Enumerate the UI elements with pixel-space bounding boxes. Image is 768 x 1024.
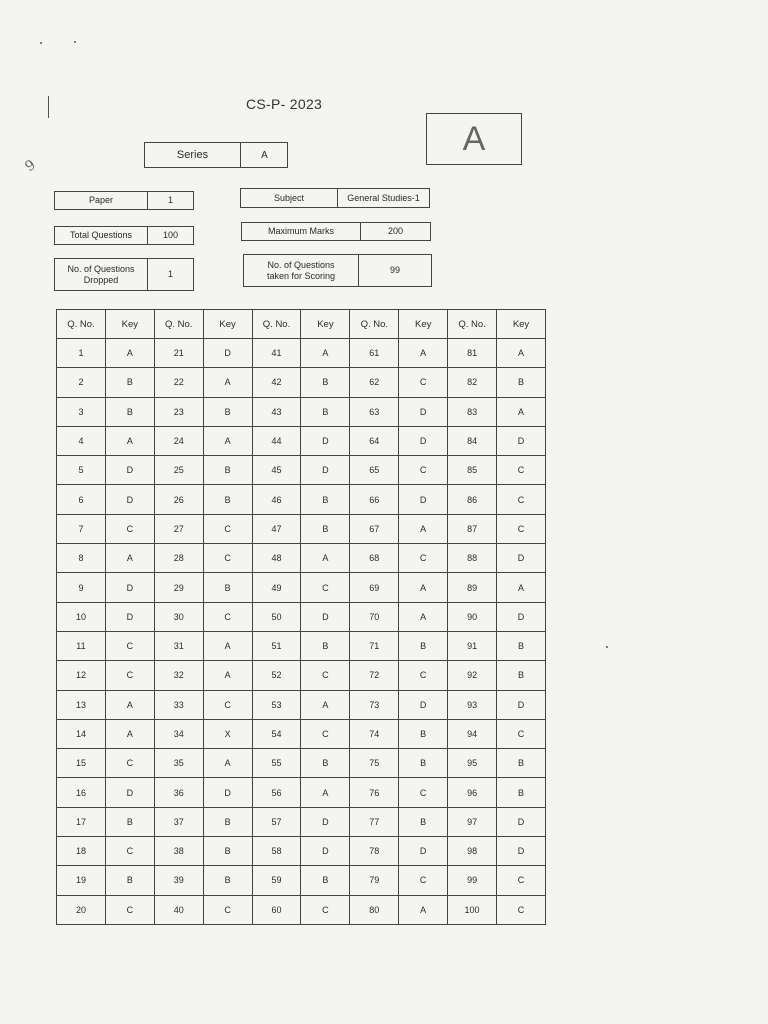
table-row <box>57 514 546 543</box>
questions-dropped-field <box>54 258 194 291</box>
series-letter-box <box>426 113 522 165</box>
question-number-cell: 21 <box>154 339 203 368</box>
answer-key-cell: C <box>203 895 252 924</box>
question-number-cell: 55 <box>252 749 301 778</box>
qno-header: Q. No. <box>252 310 301 339</box>
paper-label: Paper <box>88 195 114 205</box>
question-number-cell: 39 <box>154 866 203 895</box>
question-number-cell: 57 <box>252 807 301 836</box>
answer-key-cell: B <box>203 456 252 485</box>
question-number-cell: 38 <box>154 837 203 866</box>
total-questions-field <box>54 226 194 245</box>
answer-key-cell: B <box>301 631 350 660</box>
question-number-cell: 51 <box>252 631 301 660</box>
answer-key-cell: B <box>301 514 350 543</box>
answer-key-table <box>56 309 546 925</box>
scan-speck <box>74 41 76 43</box>
question-number-cell: 54 <box>252 719 301 748</box>
table-row <box>57 426 546 455</box>
answer-key-cell: D <box>105 485 154 514</box>
answer-key-cell: C <box>497 514 546 543</box>
answer-key-cell: A <box>105 426 154 455</box>
answer-key-cell: B <box>203 485 252 514</box>
answer-key-cell: B <box>497 749 546 778</box>
answer-key-cell: B <box>497 778 546 807</box>
answer-key-cell: B <box>203 573 252 602</box>
question-number-cell: 41 <box>252 339 301 368</box>
answer-key-cell: D <box>105 778 154 807</box>
question-number-cell: 6 <box>57 485 106 514</box>
table-row <box>57 690 546 719</box>
question-number-cell: 72 <box>350 661 399 690</box>
question-number-cell: 9 <box>57 573 106 602</box>
answer-key-cell: C <box>399 456 448 485</box>
question-number-cell: 87 <box>448 514 497 543</box>
answer-key-cell: B <box>399 631 448 660</box>
question-number-cell: 91 <box>448 631 497 660</box>
answer-key-cell: B <box>497 661 546 690</box>
subject-value: General Studies-1 <box>347 192 420 203</box>
maximum-marks-label: Maximum Marks <box>267 226 334 236</box>
question-number-cell: 42 <box>252 368 301 397</box>
question-number-cell: 48 <box>252 544 301 573</box>
question-number-cell: 2 <box>57 368 106 397</box>
question-number-cell: 60 <box>252 895 301 924</box>
question-number-cell: 94 <box>448 719 497 748</box>
key-header: Key <box>203 310 252 339</box>
answer-key-cell: A <box>497 397 546 426</box>
question-number-cell: 13 <box>57 690 106 719</box>
question-number-cell: 28 <box>154 544 203 573</box>
question-number-cell: 80 <box>350 895 399 924</box>
answer-key-cell: B <box>105 866 154 895</box>
answer-key-cell: C <box>301 661 350 690</box>
answer-key-cell: C <box>203 690 252 719</box>
answer-key-cell: A <box>105 544 154 573</box>
question-number-cell: 3 <box>57 397 106 426</box>
key-header: Key <box>105 310 154 339</box>
question-number-cell: 8 <box>57 544 106 573</box>
answer-key-cell: D <box>301 807 350 836</box>
question-number-cell: 30 <box>154 602 203 631</box>
answer-key-cell: B <box>301 866 350 895</box>
question-number-cell: 16 <box>57 778 106 807</box>
question-number-cell: 22 <box>154 368 203 397</box>
answer-key-cell: D <box>399 426 448 455</box>
answer-key-cell: A <box>497 573 546 602</box>
question-number-cell: 10 <box>57 602 106 631</box>
question-number-cell: 71 <box>350 631 399 660</box>
table-row <box>57 631 546 660</box>
answer-key-cell: C <box>105 661 154 690</box>
table-row <box>57 837 546 866</box>
table-row <box>57 807 546 836</box>
questions-dropped-label-line1: No. of Questions <box>67 263 135 274</box>
answer-key-cell: A <box>301 544 350 573</box>
question-number-cell: 20 <box>57 895 106 924</box>
qno-header: Q. No. <box>154 310 203 339</box>
key-header: Key <box>497 310 546 339</box>
key-header: Key <box>399 310 448 339</box>
questions-scoring-label-line2: taken for Scoring <box>266 270 336 281</box>
question-number-cell: 75 <box>350 749 399 778</box>
answer-key-cell: B <box>105 368 154 397</box>
answer-key-cell: A <box>105 339 154 368</box>
answer-key-cell: D <box>105 573 154 602</box>
question-number-cell: 5 <box>57 456 106 485</box>
answer-key-cell: C <box>203 514 252 543</box>
answer-key-cell: C <box>497 485 546 514</box>
answer-key-cell: B <box>301 397 350 426</box>
question-number-cell: 79 <box>350 866 399 895</box>
answer-key-cell: A <box>301 339 350 368</box>
question-number-cell: 61 <box>350 339 399 368</box>
question-number-cell: 63 <box>350 397 399 426</box>
question-number-cell: 95 <box>448 749 497 778</box>
answer-key-cell: D <box>497 426 546 455</box>
question-number-cell: 59 <box>252 866 301 895</box>
answer-key-cell: B <box>399 807 448 836</box>
answer-key-cell: A <box>203 749 252 778</box>
question-number-cell: 49 <box>252 573 301 602</box>
answer-key-cell: D <box>497 544 546 573</box>
margin-mark: 9 <box>22 156 39 176</box>
question-number-cell: 98 <box>448 837 497 866</box>
question-number-cell: 64 <box>350 426 399 455</box>
series-big-letter: A <box>462 120 486 158</box>
answer-key-cell: B <box>497 631 546 660</box>
page-title: CS-P- 2023 <box>246 96 323 112</box>
scan-speck <box>40 42 42 44</box>
answer-key-cell: A <box>105 690 154 719</box>
questions-scoring-label <box>244 255 358 286</box>
question-number-cell: 23 <box>154 397 203 426</box>
answer-key-cell: C <box>399 661 448 690</box>
question-number-cell: 43 <box>252 397 301 426</box>
question-number-cell: 7 <box>57 514 106 543</box>
question-number-cell: 31 <box>154 631 203 660</box>
answer-key-cell: A <box>301 690 350 719</box>
answer-key-cell: A <box>301 778 350 807</box>
table-row <box>57 895 546 924</box>
question-number-cell: 35 <box>154 749 203 778</box>
answer-key-cell: C <box>497 456 546 485</box>
question-number-cell: 52 <box>252 661 301 690</box>
answer-key-cell: C <box>105 749 154 778</box>
answer-key-cell: A <box>399 573 448 602</box>
key-header: Key <box>301 310 350 339</box>
answer-key-cell: B <box>301 485 350 514</box>
question-number-cell: 46 <box>252 485 301 514</box>
question-number-cell: 89 <box>448 573 497 602</box>
answer-key-cell: C <box>203 602 252 631</box>
answer-key-cell: B <box>301 749 350 778</box>
maximum-marks-field <box>241 222 431 241</box>
question-number-cell: 47 <box>252 514 301 543</box>
paper-value: 1 <box>167 195 173 205</box>
answer-key-cell: C <box>105 837 154 866</box>
question-number-cell: 26 <box>154 485 203 514</box>
answer-key-cell: D <box>301 602 350 631</box>
answer-key-cell: A <box>399 514 448 543</box>
question-number-cell: 36 <box>154 778 203 807</box>
answer-key-cell: D <box>105 602 154 631</box>
question-number-cell: 85 <box>448 456 497 485</box>
question-number-cell: 77 <box>350 807 399 836</box>
qno-header: Q. No. <box>448 310 497 339</box>
question-number-cell: 97 <box>448 807 497 836</box>
questions-dropped-label-line2: Dropped <box>83 274 119 285</box>
answer-key-cell: B <box>497 368 546 397</box>
answer-key-cell: C <box>399 368 448 397</box>
answer-key-cell: A <box>203 661 252 690</box>
answer-key-cell: B <box>399 749 448 778</box>
question-number-cell: 45 <box>252 456 301 485</box>
questions-scoring-field <box>243 254 432 287</box>
table-row <box>57 368 546 397</box>
question-number-cell: 83 <box>448 397 497 426</box>
answer-key-cell: D <box>399 397 448 426</box>
question-number-cell: 14 <box>57 719 106 748</box>
question-number-cell: 17 <box>57 807 106 836</box>
question-number-cell: 73 <box>350 690 399 719</box>
answer-key-cell: D <box>301 426 350 455</box>
answer-key-cell: A <box>105 719 154 748</box>
question-number-cell: 67 <box>350 514 399 543</box>
question-number-cell: 92 <box>448 661 497 690</box>
question-number-cell: 93 <box>448 690 497 719</box>
question-number-cell: 69 <box>350 573 399 602</box>
answer-key-cell: A <box>399 339 448 368</box>
question-number-cell: 29 <box>154 573 203 602</box>
question-number-cell: 34 <box>154 719 203 748</box>
question-number-cell: 40 <box>154 895 203 924</box>
answer-key-cell: D <box>301 837 350 866</box>
question-number-cell: 58 <box>252 837 301 866</box>
question-number-cell: 19 <box>57 866 106 895</box>
series-value: A <box>261 149 268 161</box>
question-number-cell: 90 <box>448 602 497 631</box>
answer-key-cell: D <box>497 690 546 719</box>
question-number-cell: 100 <box>448 895 497 924</box>
question-number-cell: 50 <box>252 602 301 631</box>
question-number-cell: 86 <box>448 485 497 514</box>
scan-speck <box>606 646 608 648</box>
answer-key-cell: D <box>497 807 546 836</box>
answer-key-cell: B <box>105 397 154 426</box>
question-number-cell: 4 <box>57 426 106 455</box>
question-number-cell: 76 <box>350 778 399 807</box>
table-row <box>57 719 546 748</box>
answer-key-cell: C <box>301 719 350 748</box>
questions-scoring-label-line1: No. of Questions <box>267 259 335 270</box>
question-number-cell: 18 <box>57 837 106 866</box>
answer-key-cell: B <box>203 837 252 866</box>
answer-key-cell: C <box>497 895 546 924</box>
answer-key-cell: D <box>399 690 448 719</box>
answer-key-cell: A <box>399 602 448 631</box>
question-number-cell: 65 <box>350 456 399 485</box>
answer-key-cell: A <box>203 368 252 397</box>
table-row <box>57 866 546 895</box>
total-questions-value: 100 <box>162 230 179 240</box>
answer-key-cell: C <box>105 631 154 660</box>
question-number-cell: 74 <box>350 719 399 748</box>
question-number-cell: 62 <box>350 368 399 397</box>
question-number-cell: 96 <box>448 778 497 807</box>
question-number-cell: 15 <box>57 749 106 778</box>
table-row <box>57 573 546 602</box>
question-number-cell: 84 <box>448 426 497 455</box>
question-number-cell: 82 <box>448 368 497 397</box>
margin-line <box>48 96 49 118</box>
answer-key-cell: C <box>301 895 350 924</box>
questions-dropped-label <box>55 259 147 290</box>
answer-key-cell: D <box>203 339 252 368</box>
question-number-cell: 44 <box>252 426 301 455</box>
answer-key-cell: B <box>203 866 252 895</box>
answer-key-cell: C <box>399 778 448 807</box>
questions-scoring-value: 99 <box>389 265 400 275</box>
answer-key-cell: B <box>301 368 350 397</box>
answer-key-cell: D <box>399 837 448 866</box>
answer-key-cell: D <box>105 456 154 485</box>
answer-key-cell: C <box>497 719 546 748</box>
question-number-cell: 25 <box>154 456 203 485</box>
question-number-cell: 70 <box>350 602 399 631</box>
answer-key-cell: A <box>497 339 546 368</box>
paper-field <box>54 191 194 210</box>
table-row <box>57 749 546 778</box>
question-number-cell: 37 <box>154 807 203 836</box>
table-row <box>57 397 546 426</box>
answer-key-cell: C <box>399 866 448 895</box>
qno-header: Q. No. <box>350 310 399 339</box>
answer-key-cell: C <box>203 544 252 573</box>
answer-key-cell: A <box>203 426 252 455</box>
question-number-cell: 78 <box>350 837 399 866</box>
question-number-cell: 53 <box>252 690 301 719</box>
table-row <box>57 602 546 631</box>
answer-key-cell: B <box>203 397 252 426</box>
answer-key-cell: D <box>497 602 546 631</box>
maximum-marks-value: 200 <box>387 226 404 236</box>
table-row <box>57 456 546 485</box>
answer-key-header-row <box>57 310 546 339</box>
table-row <box>57 485 546 514</box>
table-row <box>57 339 546 368</box>
answer-key-cell: A <box>399 895 448 924</box>
answer-key-cell: C <box>105 514 154 543</box>
qno-header: Q. No. <box>57 310 106 339</box>
answer-key-cell: D <box>203 778 252 807</box>
answer-key-cell: X <box>203 719 252 748</box>
series-label: Series <box>176 148 209 161</box>
question-number-cell: 11 <box>57 631 106 660</box>
answer-key-body <box>57 339 546 925</box>
question-number-cell: 33 <box>154 690 203 719</box>
subject-field <box>240 188 430 208</box>
series-box <box>144 142 288 168</box>
answer-key-cell: D <box>497 837 546 866</box>
answer-key-cell: B <box>105 807 154 836</box>
question-number-cell: 12 <box>57 661 106 690</box>
answer-key-cell: B <box>399 719 448 748</box>
answer-key-cell: D <box>399 485 448 514</box>
answer-key-cell: B <box>203 807 252 836</box>
question-number-cell: 88 <box>448 544 497 573</box>
answer-key-cell: D <box>301 456 350 485</box>
question-number-cell: 32 <box>154 661 203 690</box>
question-number-cell: 1 <box>57 339 106 368</box>
table-row <box>57 778 546 807</box>
subject-label: Subject <box>273 192 305 203</box>
question-number-cell: 24 <box>154 426 203 455</box>
answer-key-cell: C <box>105 895 154 924</box>
question-number-cell: 56 <box>252 778 301 807</box>
question-number-cell: 66 <box>350 485 399 514</box>
question-number-cell: 68 <box>350 544 399 573</box>
question-number-cell: 99 <box>448 866 497 895</box>
answer-key-cell: C <box>301 573 350 602</box>
total-questions-label: Total Questions <box>69 230 133 240</box>
answer-key-cell: C <box>399 544 448 573</box>
table-row <box>57 544 546 573</box>
answer-key-cell: A <box>203 631 252 660</box>
questions-dropped-value: 1 <box>167 269 173 279</box>
question-number-cell: 27 <box>154 514 203 543</box>
answer-key-cell: C <box>497 866 546 895</box>
table-row <box>57 661 546 690</box>
question-number-cell: 81 <box>448 339 497 368</box>
